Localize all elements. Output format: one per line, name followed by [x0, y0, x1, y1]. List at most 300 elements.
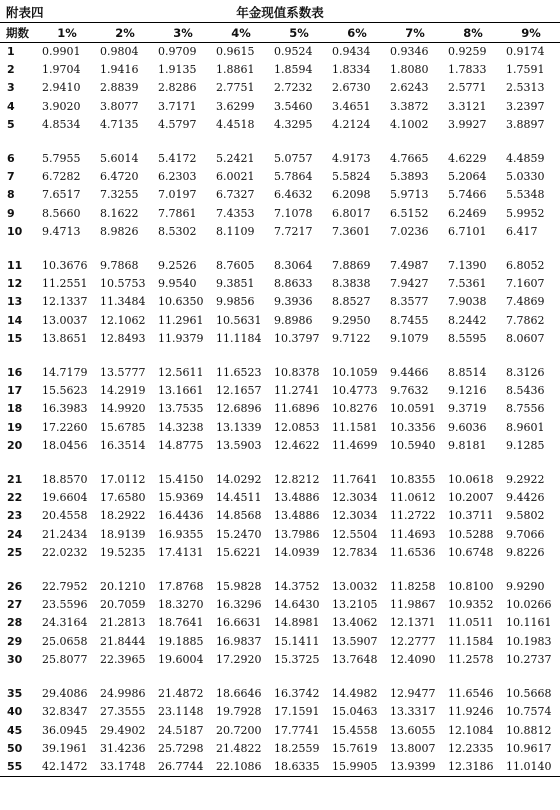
- period-cell: 4: [7, 99, 15, 113]
- factor-cell: 8.8633: [274, 277, 313, 291]
- factor-cell: 13.1339: [216, 420, 262, 434]
- table-row: [0, 419, 560, 437]
- table-row: [0, 471, 560, 489]
- factor-cell: 4.5797: [158, 117, 197, 131]
- group-spacer: [0, 348, 560, 364]
- page-header: [0, 0, 560, 22]
- factor-cell: 9.9290: [506, 580, 545, 594]
- factor-cell: 13.7648: [332, 652, 378, 666]
- factor-cell: 13.1661: [158, 384, 204, 398]
- factor-cell: 7.6517: [42, 188, 81, 202]
- factor-cell: 10.2007: [448, 491, 494, 505]
- factor-cell: 11.9246: [448, 705, 494, 719]
- factor-cell: 9.9540: [158, 277, 197, 291]
- factor-cell: 23.5596: [42, 598, 88, 612]
- factor-cell: 2.8286: [158, 81, 197, 95]
- factor-cell: 9.3719: [448, 402, 487, 416]
- factor-cell: 5.6014: [100, 152, 139, 166]
- factor-cell: 8.5302: [158, 224, 197, 238]
- factor-cell: 2.6730: [332, 81, 371, 95]
- factor-cell: 18.7641: [158, 616, 204, 630]
- factor-cell: 10.1983: [506, 634, 552, 648]
- column-header-rate: 5%: [270, 23, 328, 43]
- factor-cell: 11.2741: [274, 384, 320, 398]
- period-cell: 55: [0, 758, 38, 777]
- factor-cell: 5.9952: [506, 206, 545, 220]
- factor-cell: 3.3121: [448, 99, 487, 113]
- factor-cell: 0.9709: [158, 45, 197, 58]
- factor-cell: 1.9416: [100, 63, 139, 77]
- factor-cell: 29.4902: [100, 723, 146, 737]
- factor-cell: 3.5460: [274, 99, 313, 113]
- factor-cell: 13.7535: [158, 402, 204, 416]
- factor-cell: 18.6335: [270, 758, 328, 777]
- factor-cell: 15.4558: [332, 723, 378, 737]
- period-cell: 1: [7, 45, 15, 58]
- factor-cell: 13.3317: [390, 705, 436, 719]
- factor-cell: 10.8812: [506, 723, 552, 737]
- appendix-label: 附表四: [6, 5, 44, 20]
- factor-cell: 11.1581: [332, 420, 378, 434]
- factor-cell: 12.1337: [42, 295, 88, 309]
- factor-cell: 9.2922: [506, 473, 545, 487]
- column-header-rate: 7%: [386, 23, 444, 43]
- factor-cell: 10.8355: [390, 473, 436, 487]
- factor-cell: 3.8897: [506, 117, 545, 131]
- factor-cell: 11.8258: [390, 580, 436, 594]
- factor-cell: 15.9369: [158, 491, 204, 505]
- factor-cell: 11.9867: [390, 598, 436, 612]
- factor-cell: 12.6896: [216, 402, 262, 416]
- period-cell: 23: [7, 509, 23, 523]
- factor-cell: 12.1371: [390, 616, 436, 630]
- table-row: [0, 330, 560, 348]
- factor-cell: 3.9020: [42, 99, 81, 113]
- group-spacer: [0, 455, 560, 471]
- factor-cell: 12.2335: [448, 741, 494, 755]
- factor-cell: 10.4773: [332, 384, 378, 398]
- table-row: [0, 614, 560, 632]
- factor-cell: 5.5824: [332, 170, 371, 184]
- factor-cell: 12.0853: [274, 420, 320, 434]
- factor-cell: 20.7200: [216, 723, 262, 737]
- factor-cell: 19.7928: [216, 705, 262, 719]
- factor-cell: 4.6229: [448, 152, 487, 166]
- group-spacer: [0, 134, 560, 150]
- factor-cell: 12.5611: [158, 366, 204, 380]
- factor-cell: 16.6631: [216, 616, 262, 630]
- factor-cell: 8.1622: [100, 206, 139, 220]
- factor-cell: 31.4236: [100, 741, 146, 755]
- factor-cell: 6.2098: [332, 188, 371, 202]
- table-row: [0, 489, 560, 507]
- factor-cell: 23.1148: [158, 705, 204, 719]
- factor-cell: 8.3126: [506, 366, 545, 380]
- factor-cell: 12.3034: [332, 509, 378, 523]
- factor-cell: 8.7556: [506, 402, 545, 416]
- factor-cell: 3.7171: [158, 99, 197, 113]
- factor-cell: 14.7179: [42, 366, 88, 380]
- factor-cell: 3.9927: [448, 117, 487, 131]
- factor-cell: 7.1078: [274, 206, 313, 220]
- table-row: [0, 43, 560, 62]
- factor-cell: 3.8077: [100, 99, 139, 113]
- factor-cell: 15.1411: [274, 634, 320, 648]
- factor-cell: 22.1086: [212, 758, 270, 777]
- factor-cell: 6.8017: [332, 206, 371, 220]
- table-row: [0, 437, 560, 455]
- group-spacer-cell: [0, 134, 560, 150]
- period-cell: 25: [7, 545, 23, 559]
- factor-cell: 9.4466: [390, 366, 429, 380]
- table-row: [0, 596, 560, 614]
- factor-cell: 7.9038: [448, 295, 487, 309]
- factor-cell: 13.8651: [42, 331, 88, 345]
- factor-cell: 7.0236: [390, 224, 429, 238]
- period-cell: 26: [7, 580, 23, 594]
- table-row: [0, 633, 560, 651]
- factor-cell: 10.5668: [506, 687, 552, 701]
- column-header-rate: 3%: [154, 23, 212, 43]
- factor-cell: 2.9410: [42, 81, 81, 95]
- factor-cell: 16.3742: [274, 687, 320, 701]
- factor-cell: 17.4131: [158, 545, 204, 559]
- period-cell: 19: [7, 420, 23, 434]
- factor-cell: 14.0292: [216, 473, 262, 487]
- factor-cell: 9.3936: [274, 295, 313, 309]
- table-row: [0, 275, 560, 293]
- factor-cell: 6.4632: [274, 188, 313, 202]
- factor-cell: 8.5595: [448, 331, 487, 345]
- factor-cell: 0.9346: [390, 45, 429, 58]
- factor-cell: 21.2813: [100, 616, 146, 630]
- factor-cell: 10.8100: [448, 580, 494, 594]
- factor-cell: 9.7122: [332, 331, 371, 345]
- factor-cell: 15.6221: [216, 545, 262, 559]
- factor-cell: 0.9434: [332, 45, 371, 58]
- column-header-rate: 4%: [212, 23, 270, 43]
- factor-cell: 2.5771: [448, 81, 487, 95]
- factor-cell: 13.4062: [332, 616, 378, 630]
- factor-cell: 10.0591: [390, 402, 436, 416]
- factor-cell: 16.3983: [42, 402, 88, 416]
- factor-cell: 11.1184: [216, 331, 262, 345]
- factor-cell: 10.7574: [506, 705, 552, 719]
- factor-cell: 19.5235: [100, 545, 146, 559]
- table-row: [0, 364, 560, 382]
- factor-cell: 4.4518: [216, 117, 255, 131]
- factor-cell: 21.2434: [42, 527, 88, 541]
- factor-cell: 4.4859: [506, 152, 545, 166]
- period-cell: 6: [7, 152, 15, 166]
- factor-cell: 11.6523: [216, 366, 262, 380]
- factor-cell: 4.2124: [332, 117, 371, 131]
- factor-cell: 10.6748: [448, 545, 494, 559]
- factor-cell: 12.1657: [216, 384, 262, 398]
- factor-cell: 14.6430: [274, 598, 320, 612]
- factor-cell: 16.4436: [158, 509, 204, 523]
- factor-cell: 14.4511: [216, 491, 262, 505]
- factor-cell: 18.6646: [216, 687, 262, 701]
- factor-cell: 29.4086: [42, 687, 88, 701]
- factor-cell: 5.3893: [390, 170, 429, 184]
- factor-cell: 9.8226: [506, 545, 545, 559]
- factor-cell: 9.2950: [332, 313, 371, 327]
- factor-cell: 5.0330: [506, 170, 545, 184]
- group-spacer: [0, 241, 560, 257]
- group-spacer: [0, 669, 560, 685]
- factor-cell: 13.0032: [332, 580, 378, 594]
- factor-cell: 20.4558: [42, 509, 88, 523]
- factor-cell: 22.7952: [42, 580, 88, 594]
- factor-cell: 18.0456: [42, 438, 88, 452]
- factor-cell: 11.2722: [390, 509, 436, 523]
- factor-cell: 3.4651: [332, 99, 371, 113]
- period-cell: 17: [7, 384, 23, 398]
- factor-cell: 14.2919: [100, 384, 146, 398]
- factor-cell: 12.3186: [444, 758, 502, 777]
- factor-cell: 7.5361: [448, 277, 487, 291]
- factor-cell: 13.5903: [216, 438, 262, 452]
- table-body: [0, 43, 560, 777]
- factor-cell: 13.0037: [42, 313, 88, 327]
- factor-cell: 6.8052: [506, 259, 545, 273]
- table-row: [0, 758, 560, 777]
- period-cell: 13: [7, 295, 23, 309]
- factor-cell: 18.9139: [100, 527, 146, 541]
- factor-cell: 7.8869: [332, 259, 371, 273]
- factor-cell: 10.0618: [448, 473, 494, 487]
- table-row: [0, 98, 560, 116]
- period-cell: 35: [7, 687, 23, 701]
- column-header-rate: 6%: [328, 23, 386, 43]
- group-spacer-cell: [0, 562, 560, 578]
- factor-cell: 0.9174: [506, 45, 545, 58]
- factor-cell: 9.8181: [448, 438, 487, 452]
- factor-cell: 6.7101: [448, 224, 487, 238]
- factor-cell: 9.8986: [274, 313, 313, 327]
- factor-cell: 15.4150: [158, 473, 204, 487]
- factor-cell: 8.5660: [42, 206, 81, 220]
- factor-cell: 9.2526: [158, 259, 197, 273]
- column-header-rate: 1%: [38, 23, 96, 43]
- factor-cell: 12.5504: [332, 527, 378, 541]
- table-row: [0, 150, 560, 168]
- factor-cell: 24.3164: [42, 616, 88, 630]
- factor-cell: 10.3356: [390, 420, 436, 434]
- factor-cell: 9.1285: [506, 438, 545, 452]
- factor-cell: 7.3255: [100, 188, 139, 202]
- period-cell: 15: [7, 331, 23, 345]
- factor-cell: 12.9477: [390, 687, 436, 701]
- factor-cell: 32.8347: [42, 705, 88, 719]
- factor-cell: 8.7605: [216, 259, 255, 273]
- factor-cell: 16.9837: [216, 634, 262, 648]
- factor-cell: 7.4353: [216, 206, 255, 220]
- factor-cell: 12.4622: [274, 438, 320, 452]
- group-spacer-cell: [0, 455, 560, 471]
- period-cell: 7: [7, 170, 15, 184]
- period-cell: 11: [7, 259, 23, 273]
- factor-cell: 7.7861: [158, 206, 197, 220]
- factor-cell: 27.3555: [100, 705, 146, 719]
- factor-cell: 42.1472: [38, 758, 96, 777]
- factor-cell: 6.4720: [100, 170, 139, 184]
- table-row: [0, 223, 560, 241]
- factor-cell: 10.5753: [100, 277, 146, 291]
- factor-cell: 14.8981: [274, 616, 320, 630]
- factor-cell: 5.2064: [448, 170, 487, 184]
- factor-cell: 10.8378: [274, 366, 320, 380]
- factor-cell: 14.8775: [158, 438, 204, 452]
- factor-cell: 9.4713: [42, 224, 81, 238]
- factor-cell: 9.7632: [390, 384, 429, 398]
- factor-cell: 9.7868: [100, 259, 139, 273]
- factor-cell: 15.7619: [332, 741, 378, 755]
- factor-cell: 0.9901: [42, 45, 81, 58]
- factor-cell: 18.2559: [274, 741, 320, 755]
- table-row: [0, 312, 560, 330]
- table-row: [0, 703, 560, 721]
- factor-cell: 18.2922: [100, 509, 146, 523]
- factor-cell: 13.8007: [390, 741, 436, 755]
- period-cell: 27: [7, 598, 23, 612]
- factor-cell: 2.7232: [274, 81, 313, 95]
- factor-cell: 33.1748: [96, 758, 154, 777]
- factor-cell: 8.8514: [448, 366, 487, 380]
- period-cell: 22: [7, 491, 23, 505]
- factor-cell: 26.7744: [154, 758, 212, 777]
- factor-cell: 10.9352: [448, 598, 494, 612]
- factor-cell: 10.3797: [274, 331, 320, 345]
- factor-cell: 9.1079: [390, 331, 429, 345]
- header-row: [0, 23, 560, 43]
- factor-cell: 11.6546: [448, 687, 494, 701]
- factor-cell: 12.2777: [390, 634, 436, 648]
- factor-cell: 39.1961: [42, 741, 88, 755]
- factor-cell: 8.0607: [506, 331, 545, 345]
- factor-cell: 4.8534: [42, 117, 81, 131]
- factor-cell: 24.5187: [158, 723, 204, 737]
- factor-cell: 7.0197: [158, 188, 197, 202]
- factor-cell: 8.3577: [390, 295, 429, 309]
- factor-cell: 5.9713: [390, 188, 429, 202]
- factor-cell: 1.8594: [274, 63, 313, 77]
- factor-cell: 5.7864: [274, 170, 313, 184]
- factor-cell: 5.0757: [274, 152, 313, 166]
- factor-cell: 2.6243: [390, 81, 429, 95]
- factor-cell: 22.3965: [100, 652, 146, 666]
- table-row: [0, 685, 560, 703]
- factor-cell: 10.6350: [158, 295, 204, 309]
- factor-cell: 13.2105: [332, 598, 378, 612]
- factor-cell: 10.2737: [506, 652, 552, 666]
- factor-cell: 10.0266: [506, 598, 552, 612]
- factor-cell: 12.8212: [274, 473, 320, 487]
- factor-cell: 17.2920: [216, 652, 262, 666]
- factor-cell: 9.5802: [506, 509, 545, 523]
- factor-cell: 13.5907: [332, 634, 378, 648]
- factor-cell: 25.8077: [42, 652, 88, 666]
- factor-cell: 14.3752: [274, 580, 320, 594]
- factor-cell: 13.6055: [390, 723, 436, 737]
- factor-cell: 6.7327: [216, 188, 255, 202]
- period-cell: 28: [7, 616, 23, 630]
- factor-cell: 8.1109: [216, 224, 255, 238]
- factor-cell: 1.7591: [506, 63, 545, 77]
- factor-cell: 7.1390: [448, 259, 487, 273]
- factor-cell: 17.1591: [274, 705, 320, 719]
- factor-cell: 19.6004: [158, 652, 204, 666]
- table-row: [0, 116, 560, 134]
- factor-cell: 10.3711: [448, 509, 494, 523]
- table-row: [0, 740, 560, 758]
- factor-cell: 11.6536: [390, 545, 436, 559]
- factor-cell: 14.8568: [216, 509, 262, 523]
- factor-cell: 3.3872: [390, 99, 429, 113]
- table-row: [0, 578, 560, 596]
- factor-cell: 13.4886: [274, 491, 320, 505]
- factor-cell: 7.1607: [506, 277, 545, 291]
- factor-cell: 16.3514: [100, 438, 146, 452]
- factor-cell: 11.0511: [448, 616, 494, 630]
- factor-cell: 5.4172: [158, 152, 197, 166]
- factor-cell: 11.4693: [390, 527, 436, 541]
- table-title: 年金现值系数表: [236, 5, 324, 20]
- factor-cell: 5.2421: [216, 152, 255, 166]
- group-spacer: [0, 562, 560, 578]
- factor-cell: 13.4886: [274, 509, 320, 523]
- table-row: [0, 526, 560, 544]
- factor-cell: 1.8080: [390, 63, 429, 77]
- factor-cell: 21.8444: [100, 634, 146, 648]
- factor-cell: 17.6580: [100, 491, 146, 505]
- factor-cell: 0.9259: [448, 45, 487, 58]
- factor-cell: 10.5940: [390, 438, 436, 452]
- column-header-rate: 2%: [96, 23, 154, 43]
- factor-cell: 1.7833: [448, 63, 487, 77]
- factor-cell: 12.8493: [100, 331, 146, 345]
- factor-cell: 15.2470: [216, 527, 262, 541]
- factor-cell: 8.9826: [100, 224, 139, 238]
- table-row: [0, 257, 560, 275]
- factor-cell: 13.9399: [386, 758, 444, 777]
- factor-cell: 0.9615: [216, 45, 255, 58]
- group-spacer-cell: [0, 241, 560, 257]
- factor-cell: 6.417: [506, 224, 538, 238]
- factor-cell: 1.8861: [216, 63, 255, 77]
- factor-cell: 4.7135: [100, 117, 139, 131]
- period-cell: 14: [7, 313, 23, 327]
- factor-cell: 6.5152: [390, 206, 429, 220]
- factor-cell: 17.2260: [42, 420, 88, 434]
- table-row: [0, 544, 560, 562]
- factor-cell: 12.1062: [100, 313, 146, 327]
- table-row: [0, 400, 560, 418]
- table-row: [0, 79, 560, 97]
- factor-cell: 14.4982: [332, 687, 378, 701]
- factor-cell: 16.3296: [216, 598, 262, 612]
- period-cell: 9: [7, 206, 15, 220]
- factor-cell: 15.3725: [274, 652, 320, 666]
- factor-cell: 15.6785: [100, 420, 146, 434]
- table-row: [0, 61, 560, 79]
- factor-cell: 7.3601: [332, 224, 371, 238]
- table-row: [0, 168, 560, 186]
- column-header-period: 期数: [0, 23, 38, 43]
- factor-cell: 9.7066: [506, 527, 545, 541]
- period-cell: 8: [7, 188, 15, 202]
